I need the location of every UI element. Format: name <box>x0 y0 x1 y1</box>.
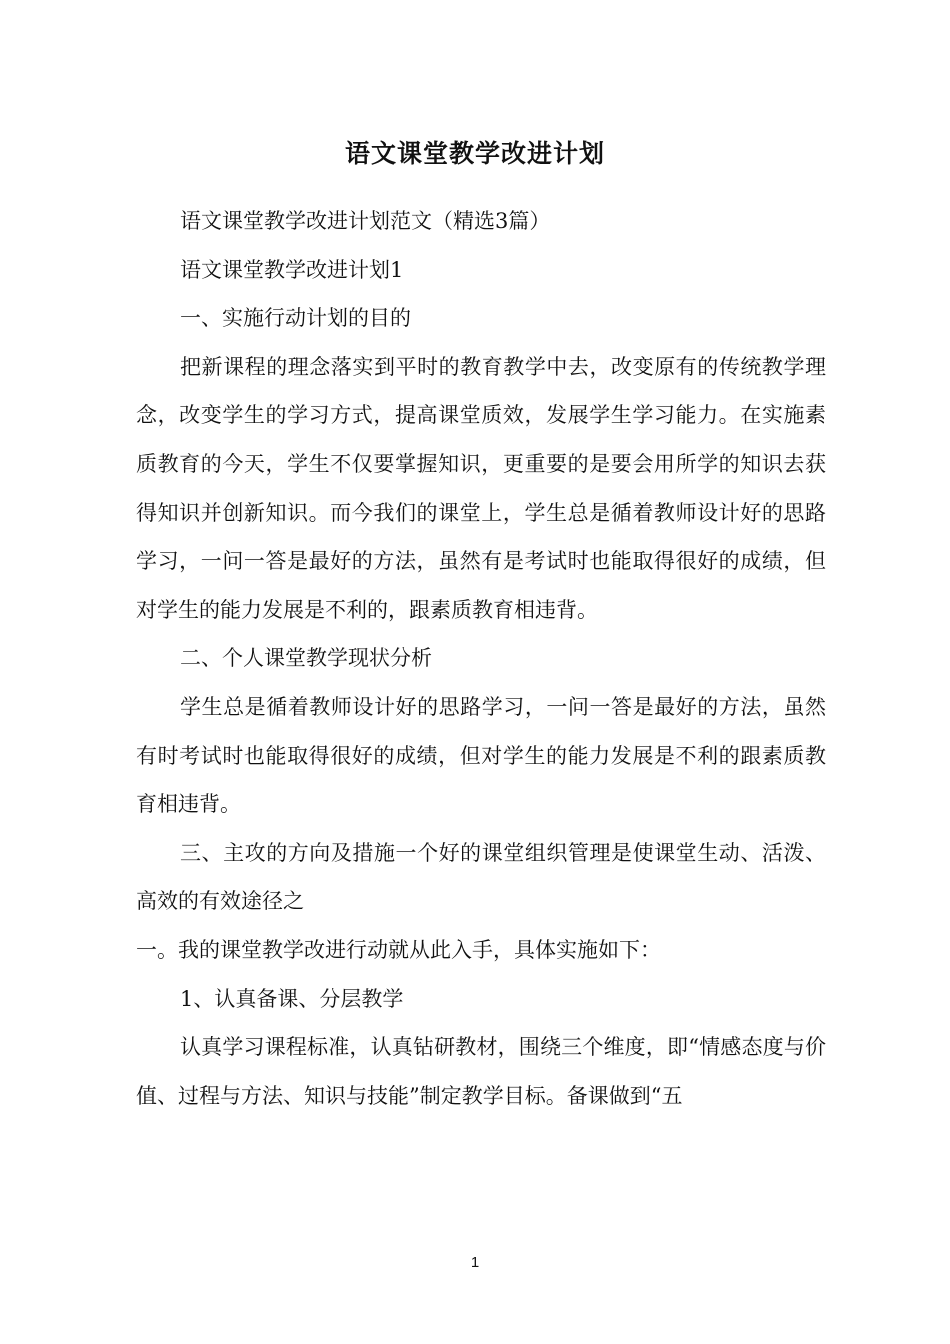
paragraph-item-1-heading: 1、认真备课、分层教学 <box>180 986 404 1011</box>
paragraph-subtitle: 语文课堂教学改进计划范文（精选3篇） <box>180 209 551 233</box>
document-title: 语文课堂教学改进计划 <box>344 139 605 168</box>
paragraph-purpose-body: 把新课程的理念落实到平时的教育教学中去，改变原有的传统教学理念，改变学生的学习方式，提高课堂质效，发展学生学习能力。在实施素质教育的今天，学生不仅要掌握知识，更重要的是要会用所学的知识去获得知识并创新知识。而今我们的课堂上，学生总是循着教师设计好的思路学习，一问一答是最好的方法，虽然有是考试时也能取得很好的成绩，但对学生的能力发展是不利的，跟素质教育相违背。 <box>136 354 826 622</box>
paragraph-direction-continuation: 一。我的课堂教学改进行动就从此入手，具体实施如下： <box>136 937 661 962</box>
paragraph-heading-analysis: 二、个人课堂教学现状分析 <box>180 646 432 671</box>
paragraph-heading-purpose: 一、实施行动计划的目的 <box>180 306 411 331</box>
paragraph-heading-direction: 三、主攻的方向及措施一个好的课堂组织管理是使课堂生动、活泼、高效的有效途径之 <box>136 840 826 914</box>
paragraph-analysis-body: 学生总是循着教师设计好的思路学习，一问一答是最好的方法，虽然有时考试时也能取得很好的成绩，但对学生的能力发展是不利的跟素质教育相违背。 <box>136 694 826 817</box>
paragraph-section-heading: 语文课堂教学改进计划1 <box>180 257 404 282</box>
document-body <box>136 197 826 1120</box>
page-number: 1 <box>470 1254 480 1271</box>
paragraph-item-1-body: 认真学习课程标准，认真钻研教材，围绕三个维度，即“情感态度与价值、过程与方法、知识与技能”制定教学目标。备课做到“五 <box>136 1035 826 1108</box>
